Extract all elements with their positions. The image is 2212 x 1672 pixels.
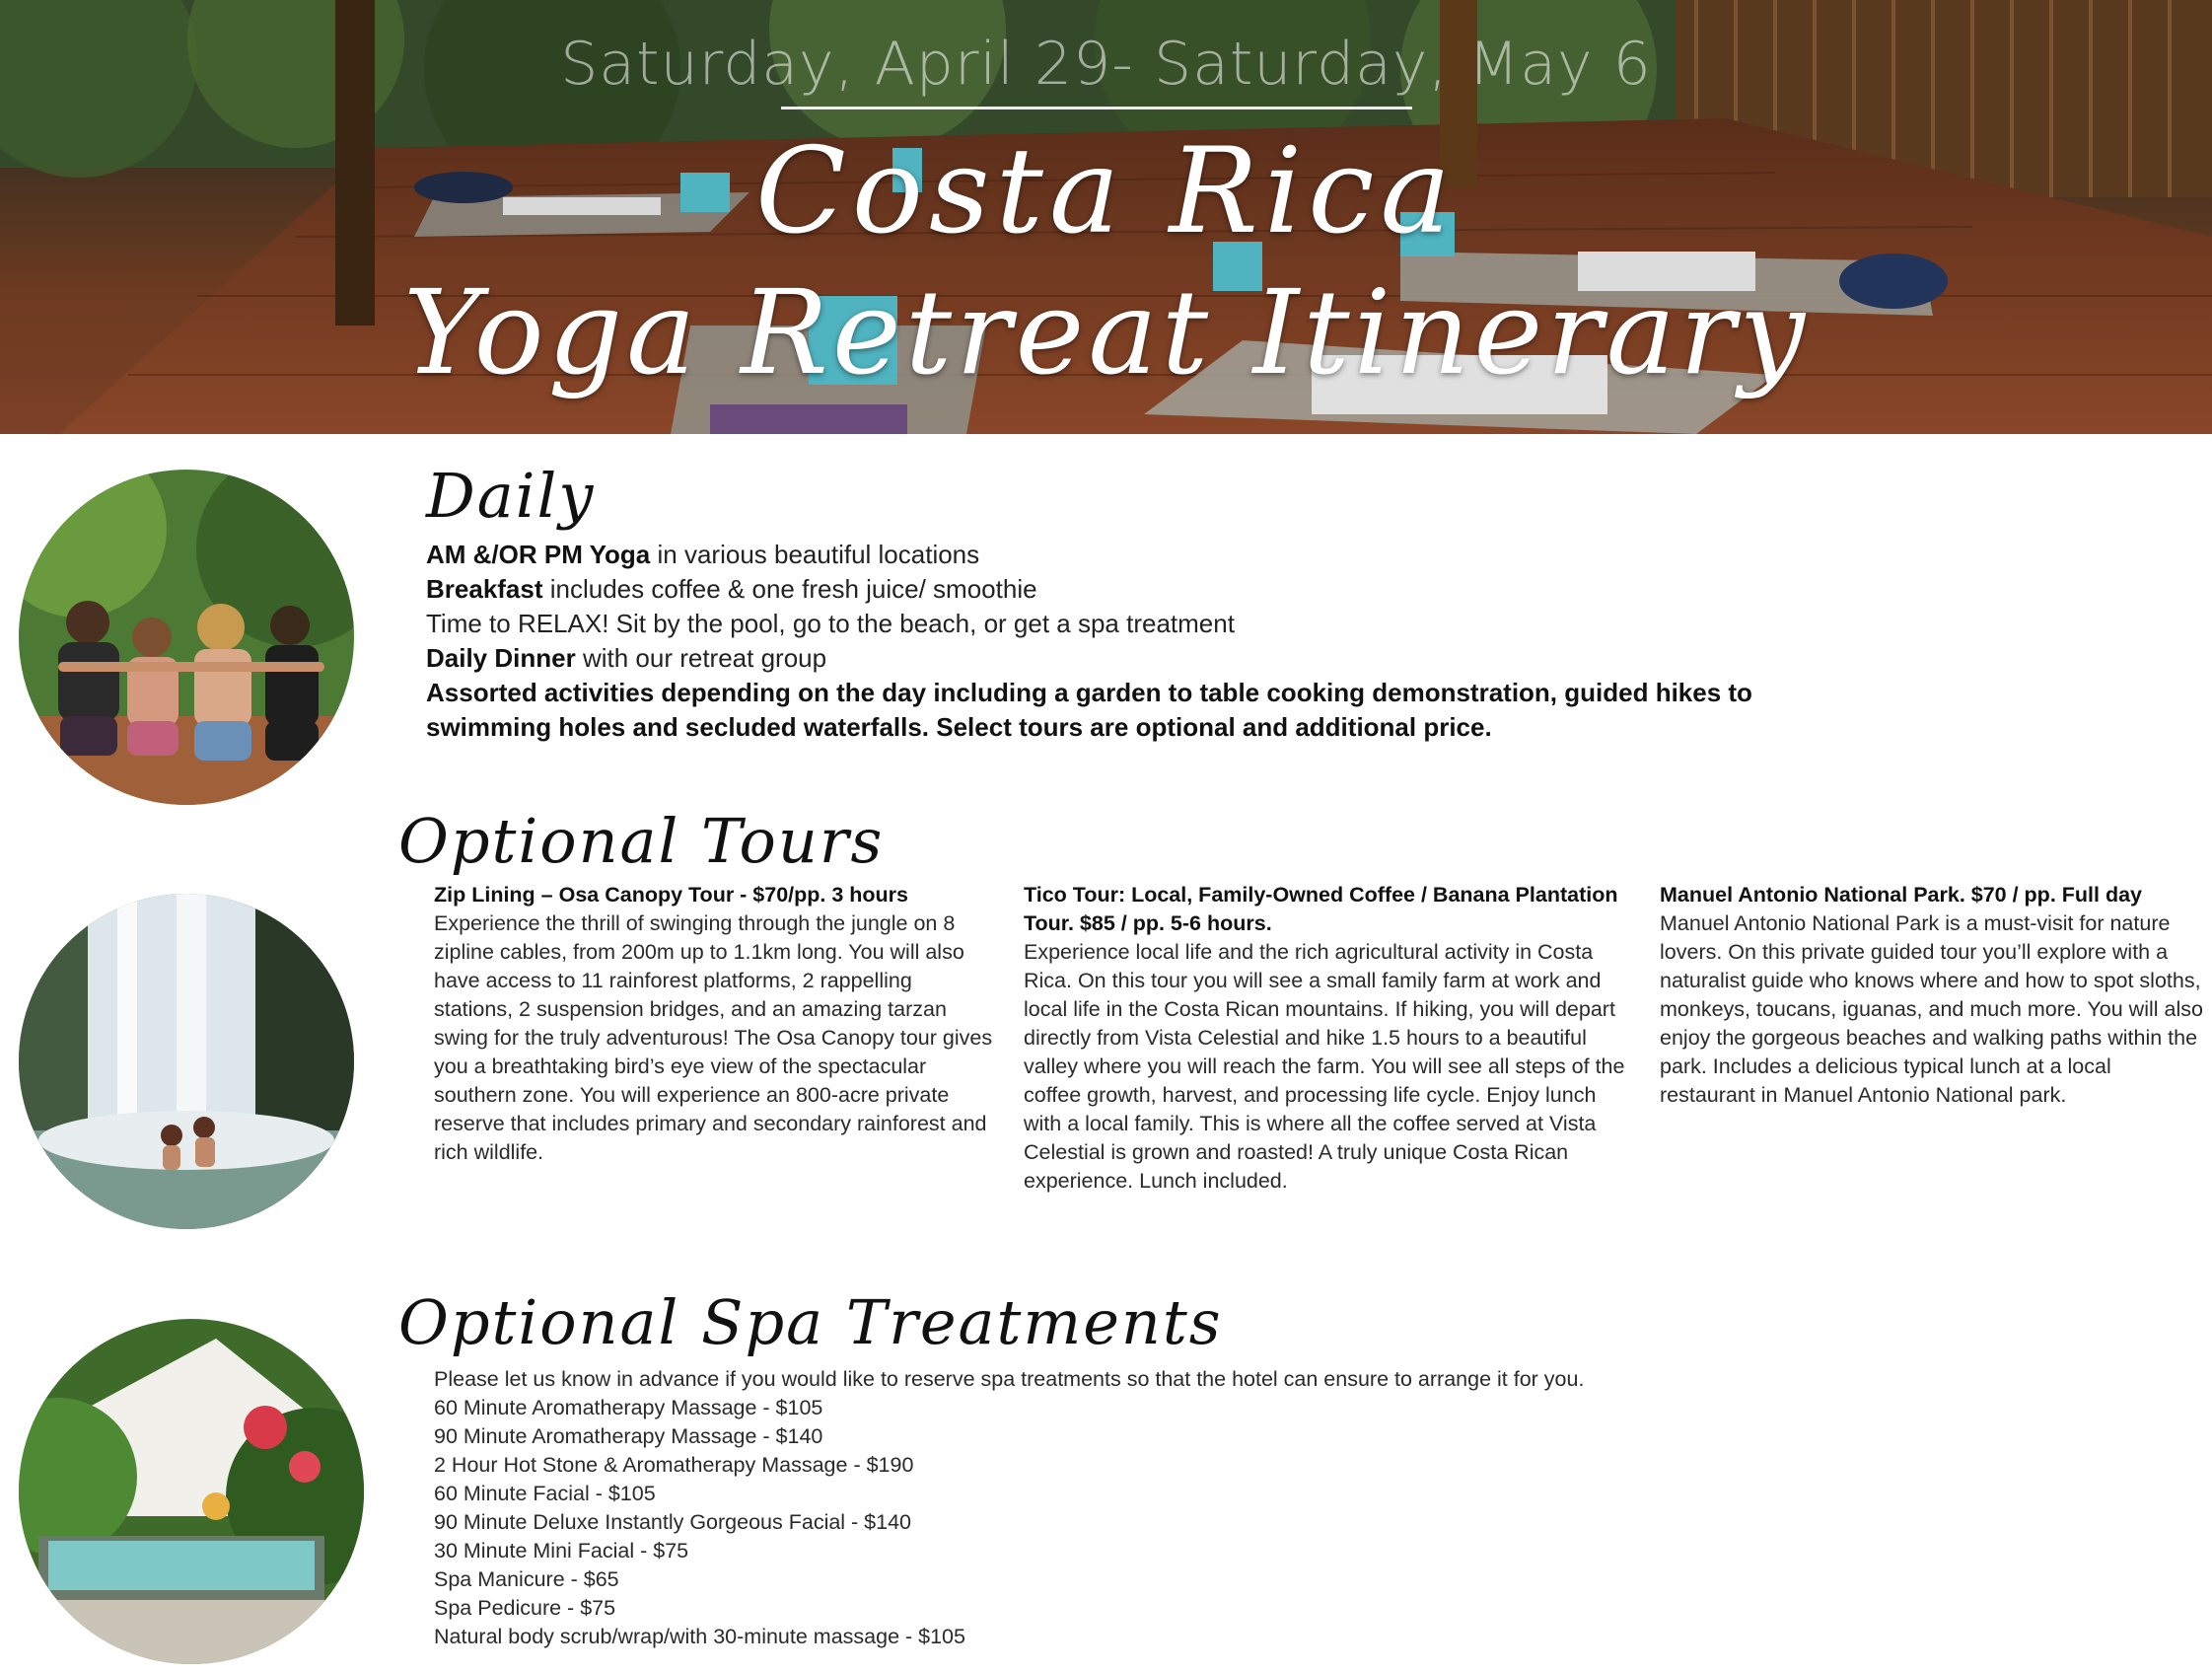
tour-card-manuel-antonio	[1660, 881, 2207, 1110]
daily-item	[426, 641, 1826, 676]
friends-photo	[19, 470, 354, 805]
daily-item-text: with our retreat group	[575, 643, 827, 673]
spa-treatment-item: 30 Minute Mini Facial - $75	[434, 1539, 689, 1563]
spa-treatment-item: 90 Minute Aromatherapy Massage - $140	[434, 1424, 823, 1448]
daily-item-text: in various beautiful locations	[650, 540, 980, 569]
daily-heading: Daily	[426, 460, 596, 532]
daily-item	[426, 538, 1826, 572]
daily-item-highlight: Daily Dinner	[426, 643, 576, 673]
tour-description: Experience local life and the rich agricultural activity in Costa Rica. On this tour you will see a small family farm at work and local life in the Costa Rican mountains. If hiking, you will depart directly from Vista Celestial and hike 1.5 hours to a beautiful valley where you will reach the farm. You will see all steps of the coffee growth, harvest, and processing life cycle. Enjoy lunch with a local family. This is where all the coffee served at Vista Celestial is grown and roasted! A truly unique Costa Rican experience. Lunch included.	[1024, 940, 1625, 1193]
spa-garden-photo	[19, 1319, 364, 1664]
spa-treatment-item: 60 Minute Facial - $105	[434, 1482, 656, 1505]
tour-title: Zip Lining – Osa Canopy Tour - $70/pp. 3 hours	[434, 883, 909, 907]
tour-card-zipline	[434, 881, 996, 1167]
tour-description: Manuel Antonio National Park is a must-visit for nature lovers. On this private guided tour you’ll explore with a naturalist guide who knows where and how to spot sloths, monkeys, toucans, iguanas, and much more. You will also enjoy the gorgeous beaches and walking paths within the park. Includes a delicious typical lunch at a local restaurant in Manuel Antonio National park.	[1660, 911, 2203, 1107]
spa-intro: Please let us know in advance if you would like to reserve spa treatments so that the hotel can ensure to arrange it for you.	[434, 1367, 1585, 1391]
waterfall-photo	[19, 894, 354, 1229]
daily-item-text: Time to RELAX! Sit by the pool, go to the beach, or get a spa treatment	[426, 609, 1235, 638]
tour-title: Tico Tour: Local, Family-Owned Coffee / Banana Plantation Tour. $85 / pp. 5-6 hours.	[1024, 883, 1618, 935]
daily-item	[426, 572, 1826, 607]
daily-item	[426, 607, 1826, 641]
daily-item-highlight: Breakfast	[426, 574, 543, 604]
spa-treatment-item: 2 Hour Hot Stone & Aromatherapy Massage - $190	[434, 1453, 914, 1477]
tour-card-coffee-plantation	[1024, 881, 1630, 1196]
tours-heading: Optional Tours	[398, 805, 885, 877]
spa-treatment-item: 90 Minute Deluxe Instantly Gorgeous Facial - $140	[434, 1510, 912, 1534]
spa-treatment-item: Spa Pedicure - $75	[434, 1596, 616, 1620]
retreat-dates: Saturday, April 29- Saturday, May 6	[560, 30, 1652, 99]
spa-treatment-item: 60 Minute Aromatherapy Massage - $105	[434, 1396, 823, 1419]
daily-schedule	[426, 538, 1826, 745]
spa-treatment-item: Spa Manicure - $65	[434, 1567, 619, 1591]
daily-item-highlight: AM &/OR PM Yoga	[426, 540, 651, 569]
spa-treatments	[434, 1365, 2012, 1651]
daily-item-text: includes coffee & one fresh juice/ smoothie	[542, 574, 1037, 604]
page-title-line1: Costa Rica	[754, 123, 1458, 260]
page-title-line2: Yoga Retreat Itinerary	[402, 264, 1810, 400]
tour-description: Experience the thrill of swinging through the jungle on 8 zipline cables, from 200m up to 1.1km long. You will also have access to 11 rainforest platforms, 2 rappelling stations, 2 suspension bridges, and an amazing tarzan swing for the truly adventurous! The Osa Canopy tour gives you a breathtaking bird’s eye view of the spectacular southern zone. You will experience an 800-acre private reserve that includes primary and secondary rainforest and rich wildlife.	[434, 911, 993, 1164]
daily-activities: Assorted activities depending on the day including a garden to table cooking demonstration, guided hikes to swimming holes and secluded waterfalls. Select tours are optional and additional price.	[426, 678, 1752, 742]
spa-heading: Optional Spa Treatments	[398, 1286, 1223, 1358]
spa-treatment-item: Natural body scrub/wrap/with 30-minute massage - $105	[434, 1625, 965, 1648]
tour-title: Manuel Antonio National Park. $70 / pp. Full day	[1660, 883, 2142, 907]
header-banner	[0, 0, 2212, 434]
dates-divider	[781, 107, 1412, 109]
